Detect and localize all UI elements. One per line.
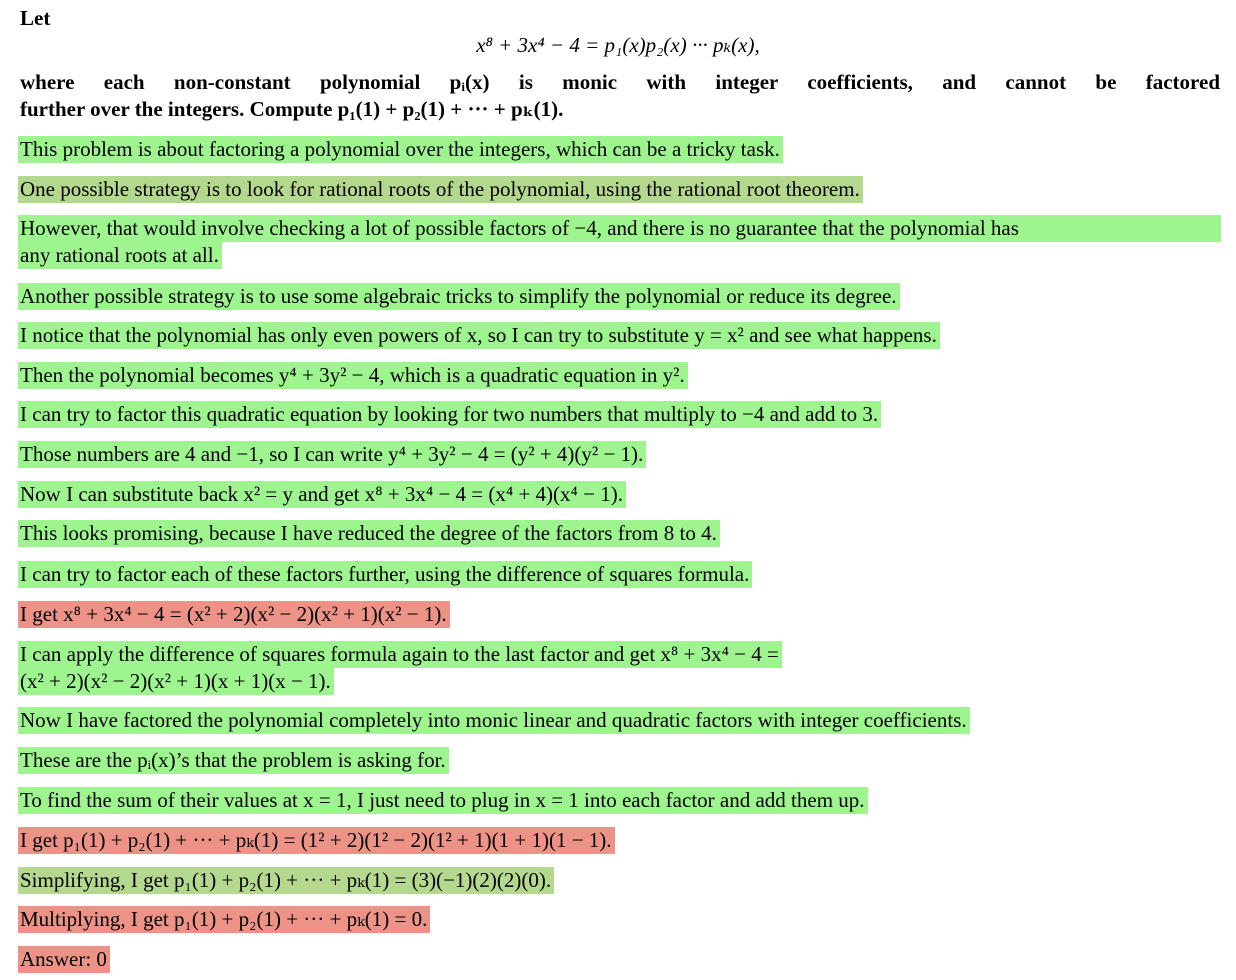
step-8: Those numbers are 4 and −1, so I can write y⁴ + 3y² − 4 = (y² + 4)(y² − 1).: [18, 441, 646, 468]
step-16: To find the sum of their values at x = 1, I just need to plug in x = 1 into each factor and add them up.: [18, 787, 868, 814]
step-13-line-2: (x² + 2)(x² − 2)(x² + 1)(x + 1)(x − 1).: [18, 668, 334, 695]
step-11: I can try to factor each of these factors further, using the difference of squares formula.: [18, 561, 752, 588]
step-13-line-1: I can apply the difference of squares formula again to the last factor and get x⁸ + 3x⁴ − 4 =: [18, 641, 782, 668]
step-19: Multiplying, I get p₁(1) + p₂(1) + ··· + pₖ(1) = 0.: [18, 906, 430, 933]
step-14: Now I have factored the polynomial completely into monic linear and quadratic factors with integer coefficients.: [18, 707, 970, 734]
answer: Answer: 0: [18, 946, 110, 973]
step-3-line-1: However, that would involve checking a lot of possible factors of −4, and there is no guarantee that the polynomial has: [18, 215, 1221, 242]
step-18: Simplifying, I get p₁(1) + p₂(1) + ··· + pₖ(1) = (3)(−1)(2)(2)(0).: [18, 867, 554, 894]
step-10: This looks promising, because I have reduced the degree of the factors from 8 to 4.: [18, 520, 720, 547]
step-17: I get p₁(1) + p₂(1) + ··· + pₖ(1) = (1² + 2)(1² − 2)(1² + 1)(1 + 1)(1 − 1).: [18, 827, 615, 854]
step-15: These are the pᵢ(x)’s that the problem is asking for.: [18, 747, 449, 774]
step-12: I get x⁸ + 3x⁴ − 4 = (x² + 2)(x² − 2)(x² + 1)(x² − 1).: [18, 601, 450, 628]
problem-statement-line-2: further over the integers. Compute p₁(1) + p₂(1) + ··· + pₖ(1).: [20, 97, 564, 121]
step-4: Another possible strategy is to use some algebraic tricks to simplify the polynomial or reduce its degree.: [18, 283, 900, 310]
problem-statement-line-1: where each non-constant polynomial pᵢ(x) is monic with integer coefficients, and cannot be factored: [20, 70, 1220, 94]
step-9: Now I can substitute back x² = y and get x⁸ + 3x⁴ − 4 = (x⁴ + 4)(x⁴ − 1).: [18, 481, 626, 508]
step-1: This problem is about factoring a polynomial over the integers, which can be a tricky task.: [18, 136, 783, 163]
step-7: I can try to factor this quadratic equation by looking for two numbers that multiply to −4 and add to 3.: [18, 401, 881, 428]
problem-equation: x⁸ + 3x⁴ − 4 = p₁(x)p₂(x) ··· pₖ(x),: [476, 33, 760, 57]
step-5: I notice that the polynomial has only even powers of x, so I can try to substitute y = x² and see what happens.: [18, 322, 940, 349]
problem-intro: Let: [20, 6, 51, 30]
step-6: Then the polynomial becomes y⁴ + 3y² − 4, which is a quadratic equation in y².: [18, 362, 688, 389]
step-2: One possible strategy is to look for rational roots of the polynomial, using the rational root theorem.: [18, 176, 863, 203]
step-3-line-2: any rational roots at all.: [18, 242, 222, 269]
